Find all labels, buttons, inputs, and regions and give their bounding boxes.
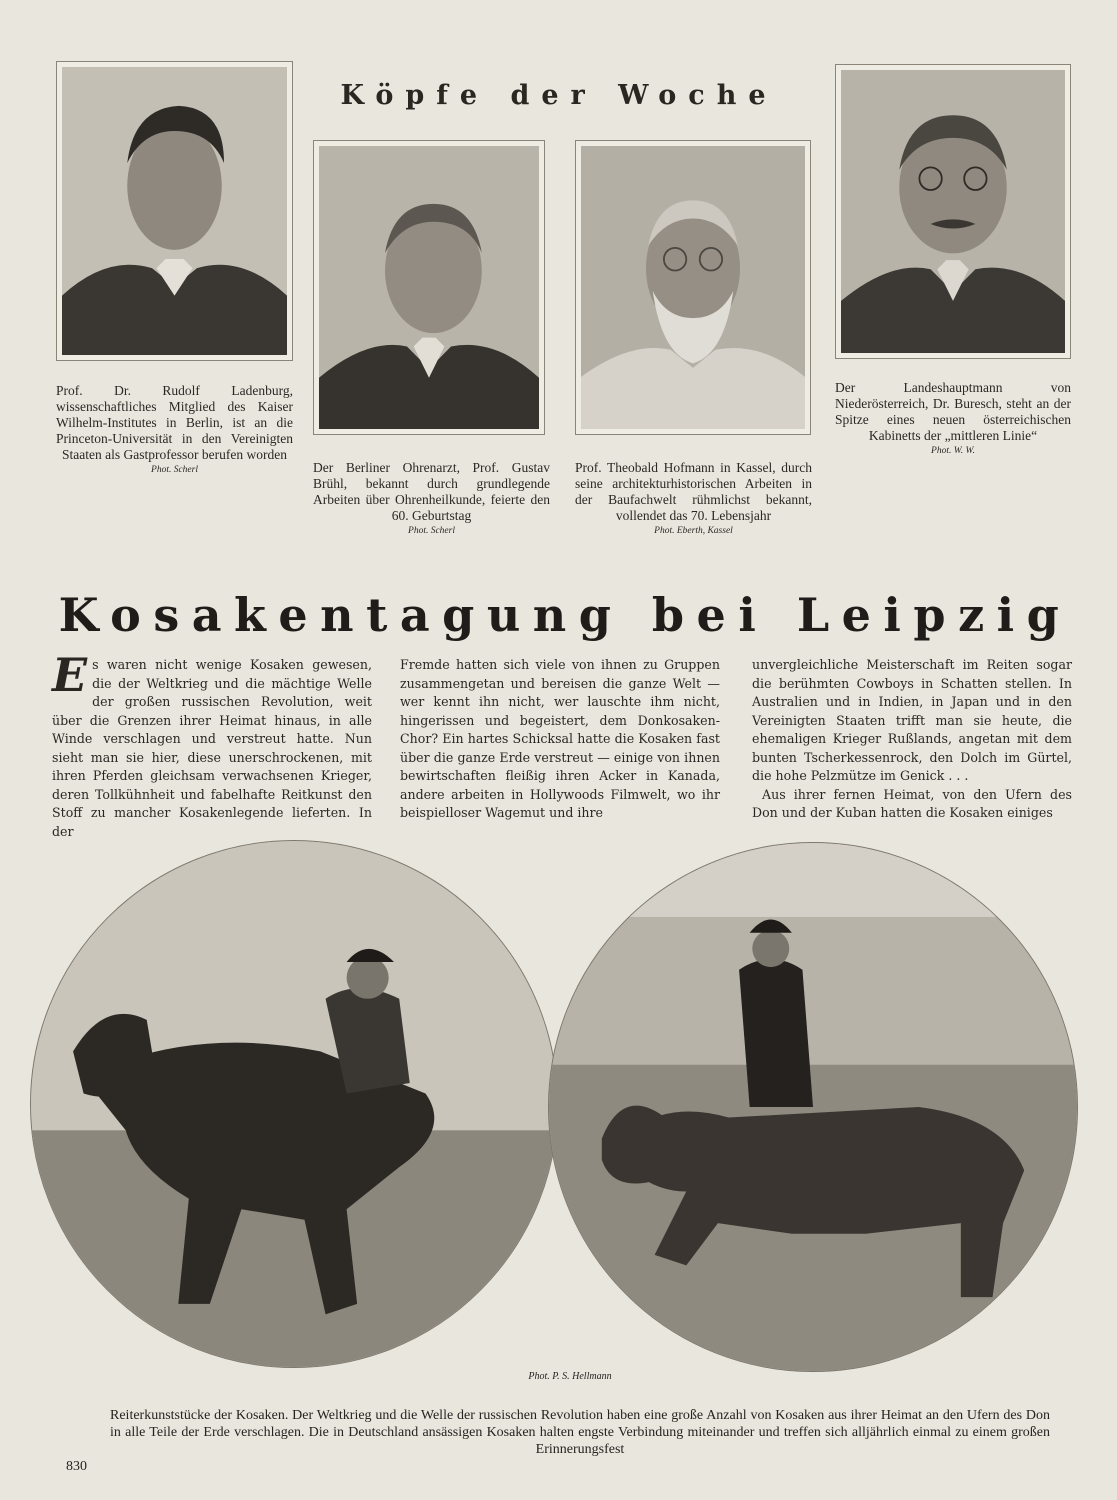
article-text: unvergleichliche Meisterschaft im Reiten sogar die berühmten Cowboys in Schatten stellen. In Australien und in Indien, in Japan und in den Vereinigten Staaten trifft man sie heute, die ehemaligen Krieger Rußlands, angetan mit dem bunten Tscherkessenrock, den Dolch im Gürtel, die hohe Pelzmütze im Genick . . . (752, 657, 1072, 783)
cossack-rider-photo-right (548, 842, 1078, 1372)
cossack-rider-photo-left (30, 840, 558, 1368)
article-column-3 (752, 656, 1072, 823)
article-text: Aus ihrer fernen Heimat, von den Ufern des Don und der Kuban hatten die Kosaken einiges (752, 786, 1072, 820)
article-text: s waren nicht wenige Kosaken gewesen, die der Weltkrieg und die mächtige Welle der großen russischen Revolution, weit über die Grenzen ihrer Heimat hinaus, in alle Winde verschlagen und verstreut hatte. Nun sieht man sie hier, diese unerschrockenen, mit ihren Pferden gleichsam verwachsenen Krieger, deren Tollkühnheit und fabelhafte Reitkunst den Stoff zu mancher Kosakenlegende lieferten. In der (52, 657, 372, 839)
portrait-photo-bruehl (313, 140, 545, 435)
portrait-caption-bruehl (313, 460, 550, 537)
portrait-caption-buresch (835, 380, 1071, 457)
section-title: Köpfe der Woche (340, 80, 778, 111)
bottom-caption: Reiterkunststücke der Kosaken. Der Weltkrieg und die Welle der russischen Revolution haben eine große Anzahl von Kosaken aus ihrer Heimat an den Ufern des Don in alle Teile der Erde verschlagen. Die in Deutschland ansässigen Kosaken halten engste Verbindung miteinander und treffen sich alljährlich einmal zu einem großen Erinnerungsfest (110, 1408, 1050, 1457)
caption-text: Prof. Dr. Rudolf Ladenburg, wissenschaftliches Mitglied des Kaiser Wilhelm-Institutes in Berlin, ist an die Princeton-Universität in den Vereinigten Staaten als Gastprofessor berufen worden (56, 383, 293, 462)
article-headline: Kosakentagung bei Leipzig (58, 588, 1072, 642)
portrait-photo-hofmann (575, 140, 811, 435)
article-column-1 (52, 648, 372, 841)
portrait-photo-ladenburg (56, 61, 293, 361)
photo-credit: Phot. Scherl (408, 526, 455, 536)
portrait-photo-buresch (835, 64, 1071, 359)
photo-credit: Phot. W. W. (931, 446, 975, 456)
caption-text: Der Berliner Ohrenarzt, Prof. Gustav Brühl, bekannt durch grundlegende Arbeiten über Ohrenheilkunde, feierte den 60. Geburtstag (313, 460, 550, 523)
photo-credit: Phot. Scherl (151, 465, 198, 475)
caption-text: Der Landeshauptmann von Niederösterreich, Dr. Buresch, steht an der Spitze eines neuen österreichischen Kabinetts der „mittleren Linie“ (835, 380, 1071, 443)
photo-credit-hellmann: Phot. P. S. Hellmann (528, 1371, 612, 1382)
article-text: Fremde hatten sich viele von ihnen zu Gruppen zusammengetan und bereisen die ganze Welt — wer kennt ihn nicht, wer lauschte ihm nicht, hingerissen und begeistert, dem Donkosaken-Chor? Ein hartes Schicksal hatte die Kosaken fast über die ganze Erde verstreut — einige von ihnen bewirtschaften fleißig ihren Acker in Kanada, andere arbeiten in Hollywoods Filmwelt, wo ihr beispielloser Wagemut und ihre (400, 657, 720, 820)
portrait-caption-hofmann (575, 460, 812, 537)
photo-credit: Phot. Eberth, Kassel (654, 526, 733, 536)
portrait-caption-ladenburg (56, 383, 293, 476)
caption-text: Prof. Theobald Hofmann in Kassel, durch seine architekturhistorischen Arbeiten in der Baufachwelt rühmlichst bekannt, vollendet das 70. Lebensjahr (575, 460, 812, 523)
drop-cap: E (52, 648, 88, 702)
page-number: 830 (66, 1459, 87, 1474)
article-column-2 (400, 656, 720, 823)
